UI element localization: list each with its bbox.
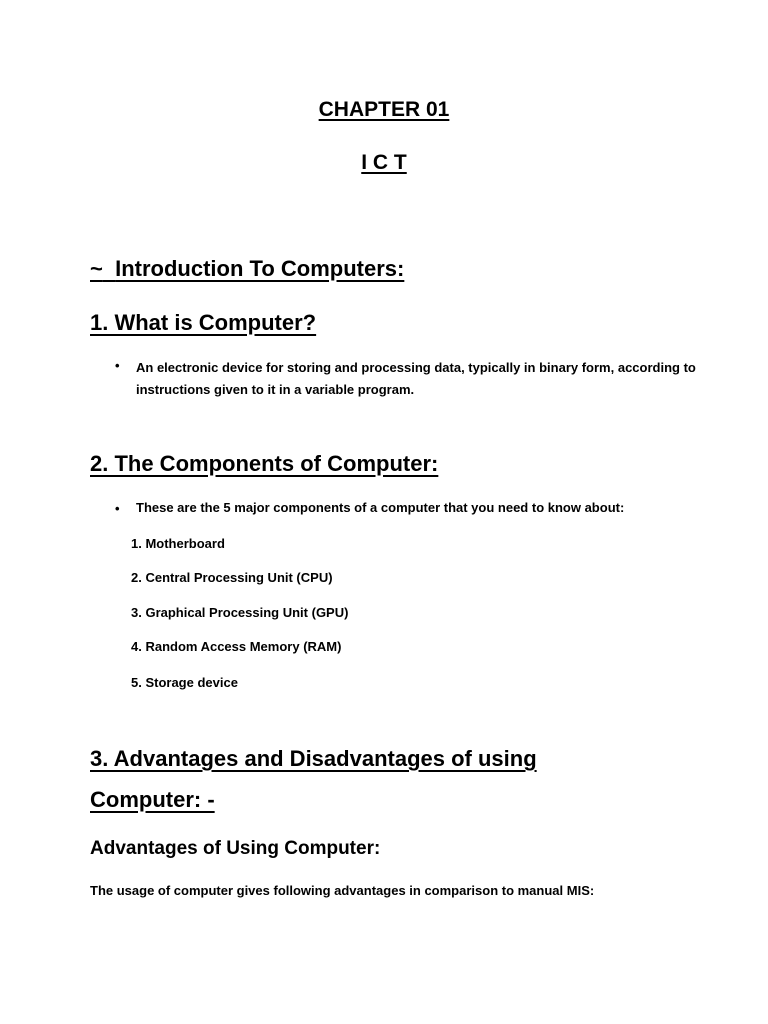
bullet-dot-icon: • [115,358,120,373]
component-item-2: 2. Central Processing Unit (CPU) [131,570,333,585]
component-item-3: 3. Graphical Processing Unit (GPU) [131,605,349,620]
advantages-paragraph: The usage of computer gives following advantages in comparison to manual MIS: [90,883,595,898]
tilde-marker: ~ [90,256,103,281]
section2-bullet-text: These are the 5 major components of a computer that you need to know about: [136,500,625,515]
section2-heading: 2. The Components of Computer: [90,451,439,476]
component-item-5: 5. Storage device [131,675,238,690]
section1-bullet-text: An electronic device for storing and processing data, typically in binary form, according to instructions given to it in a variable program. [136,360,696,397]
advantages-subheading: Advantages of Using Computer: [90,838,381,859]
chapter-subtitle: I C T [361,151,407,174]
component-item-1: 1. Motherboard [131,536,225,551]
section3-heading-line1: 3. Advantages and Disadvantages of using [90,746,537,771]
intro-title: Introduction To Computers: [115,256,405,281]
bullet-dot-icon: • [115,501,120,516]
section1-heading: 1. What is Computer? [90,310,317,335]
section3-heading-line2: Computer: - [90,787,215,812]
intro-heading [90,256,404,282]
chapter-title: CHAPTER 01 [318,98,450,121]
component-item-4: 4. Random Access Memory (RAM) [131,639,342,654]
